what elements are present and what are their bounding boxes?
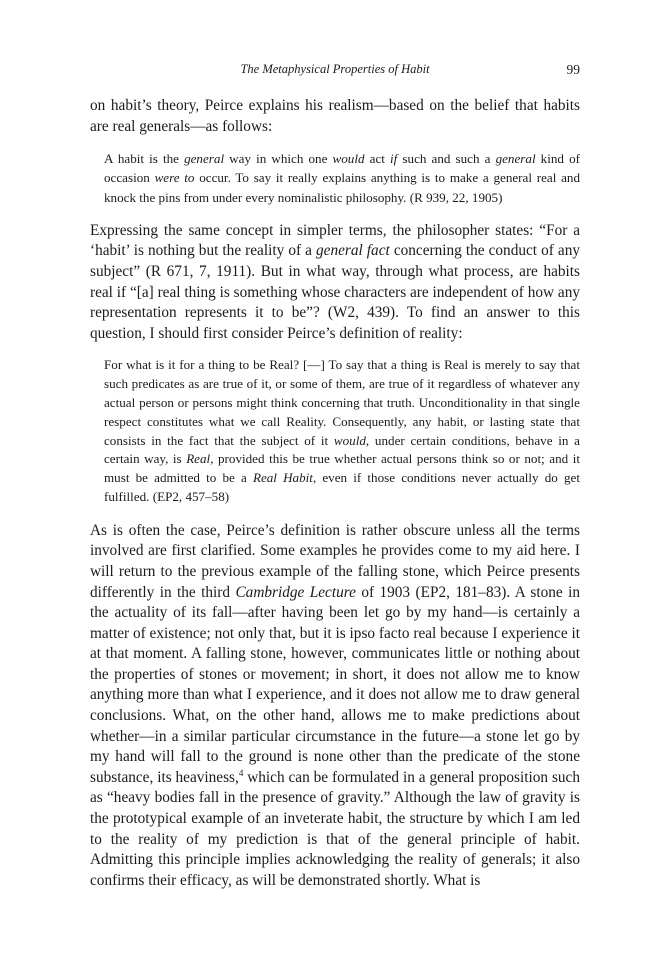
running-head: The Metaphysical Properties of Habit xyxy=(240,62,430,76)
footnote-reference[interactable]: 4 xyxy=(238,767,244,778)
book-page xyxy=(90,62,580,891)
paragraph-1: on habit’s theory, Peirce explains his realism—based on the belief that habits are real generals—as follows: xyxy=(90,97,580,135)
paragraph-2: Expressing the same concept in simpler terms, the philosopher states: “For a ‘habit’ is nothing but the reality of a general fact concerning the conduct of any subject” (R 671, 7, 1911). But in what way, through what process, are habits real if “[a] real thing is something whose characters are independent of how any representation represents it to be”? (W2, 439). To find an answer to this question, I should first consider Peirce’s definition of reality: xyxy=(90,221,581,342)
page-number: 99 xyxy=(566,62,580,77)
block-quote-1: A habit is the general way in which one would act if such and such a general kind of occasion were to occur. To say it really explains anything is to make a general real and knock the pins from under every nominalistic philosophy. (R 939, 22, 1905) xyxy=(104,151,580,205)
paragraph-3: As is often the case, Peirce’s definition is rather obscure unless all the terms involved are first clarified. Some examples he provides come to my aid here. I will return to the previous example of the falling stone, which Peirce presents differently in the third Cambridge Lecture of 1903 (EP2, 181–83). A stone in the actuality of its fall—after having been let go by my hand—is certainly a matter of existence; not only that, but it is ipso facto real because I experience it at that moment. A falling stone, however, communicates little or nothing about the properties of stones or movement; in short, it does not allow me to know anything more than what I experience, and it does not allow me to draw general conclusions. What, on the other hand, allows me to make predictions about whether—in a similar particular circumstance in the future—a stone let go by my hand will fall to the ground is none other than the predicate of the stone substance, its heaviness,$^4$ which can be formulated in a general proposition such as “heavy bodies fall in the presence of gravity.” Although the law of gravity is the prototypical example of an inveterate habit, the structure by which I am led to the reality of my prediction is that of the general principle of habit. Admitting this principle implies acknowledging the reality of generals; it also confirms their efficacy, as will be demonstrated shortly. What is xyxy=(90,521,580,889)
block-quote-2: For what is it for a thing to be Real? [—] To say that a thing is Real is merely to say that such predicates as are true of it, or some of them, are true of it regardless of whatever any actual person or persons might think concerning that truth. Unconditionality in that single respect constitutes what we call Reality. Consequently, any habit, or lasting state that consists in the fact that the subject of it would, under certain conditions, behave in a certain way, is Real, provided this be true whether actual persons think so or not; and it must be admitted to be a Real Habit, even if those conditions never actually do get fulfilled. (EP2, 457–58) xyxy=(104,357,581,504)
page-header xyxy=(90,62,580,82)
